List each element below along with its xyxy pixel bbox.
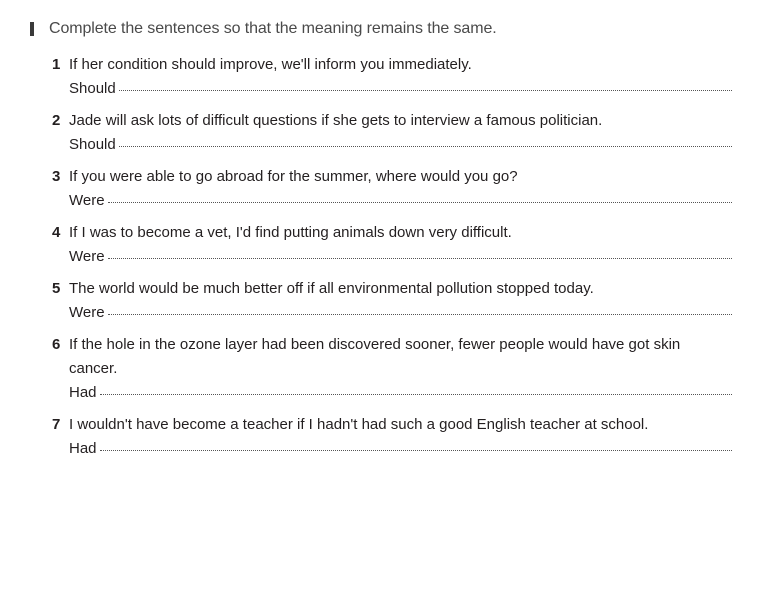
item-line <box>52 333 732 357</box>
item-sentence: If you were able to go abroad for the summer, where would you go? <box>69 168 518 185</box>
prompt-word: Had <box>69 440 97 457</box>
answer-row[interactable] <box>52 133 732 157</box>
item-line <box>52 221 732 245</box>
item-line <box>52 277 732 301</box>
item-number: 6 <box>52 336 61 353</box>
prompt-word: Should <box>69 80 116 97</box>
item-line <box>52 165 732 189</box>
exercise-item-4 <box>52 221 732 269</box>
item-sentence: The world would be much better off if all environmental pollution stopped today. <box>69 280 594 297</box>
prompt-word: Were <box>69 248 105 265</box>
prompt-word: Were <box>69 304 105 321</box>
answer-line[interactable] <box>119 146 732 147</box>
exercise-header <box>30 20 497 38</box>
item-line <box>52 109 732 133</box>
answer-line[interactable] <box>100 450 732 451</box>
item-sentence: Jade will ask lots of difficult questions if she gets to interview a famous politician. <box>69 112 603 129</box>
exercise-item-2 <box>52 109 732 157</box>
exercise-item-3 <box>52 165 732 213</box>
item-number: 3 <box>52 168 61 185</box>
item-number: 7 <box>52 416 61 433</box>
answer-row[interactable] <box>52 381 732 405</box>
answer-row[interactable] <box>52 189 732 213</box>
item-number: 1 <box>52 56 61 73</box>
item-number: 2 <box>52 112 61 129</box>
exercise-item-6 <box>52 333 732 405</box>
answer-line[interactable] <box>119 90 732 91</box>
prompt-word: Had <box>69 384 97 401</box>
answer-row[interactable] <box>52 301 732 325</box>
item-sentence: If her condition should improve, we'll inform you immediately. <box>69 56 472 73</box>
header-marker-icon <box>30 22 34 36</box>
exercise-item-1 <box>52 53 732 101</box>
item-sentence: If I was to become a vet, I'd find putting animals down very difficult. <box>69 224 512 241</box>
instruction-text: Complete the sentences so that the meaning remains the same. <box>49 20 497 37</box>
answer-row[interactable] <box>52 437 732 461</box>
answer-line[interactable] <box>108 202 732 203</box>
exercise-item-5 <box>52 277 732 325</box>
item-sentence: If the hole in the ozone layer had been discovered sooner, fewer people would have got skin <box>69 336 681 353</box>
exercise-item-7 <box>52 413 732 461</box>
item-number: 4 <box>52 224 61 241</box>
exercise-list <box>52 53 732 469</box>
item-line <box>52 53 732 77</box>
item-sentence: I wouldn't have become a teacher if I hadn't had such a good English teacher at school. <box>69 416 649 433</box>
answer-line[interactable] <box>108 314 732 315</box>
prompt-word: Were <box>69 192 105 209</box>
answer-line[interactable] <box>100 394 732 395</box>
item-sentence-continuation: cancer. <box>69 360 118 377</box>
answer-line[interactable] <box>108 258 732 259</box>
answer-row[interactable] <box>52 245 732 269</box>
prompt-word: Should <box>69 136 116 153</box>
answer-row[interactable] <box>52 77 732 101</box>
item-line <box>52 413 732 437</box>
item-number: 5 <box>52 280 61 297</box>
